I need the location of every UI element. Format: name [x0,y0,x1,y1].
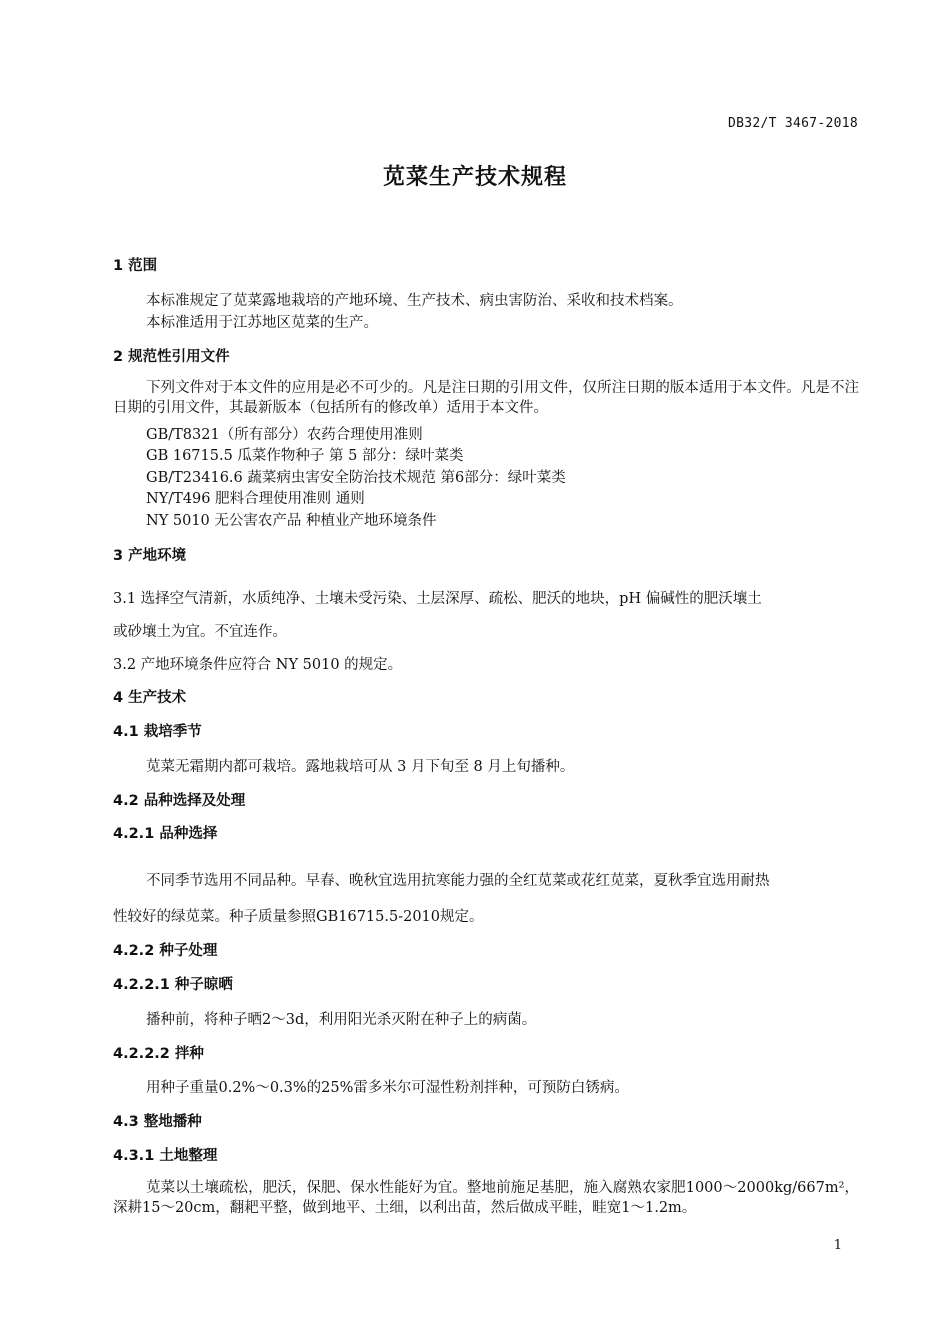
subsection-4-1-text: 苋菜无霜期内都可栽培。露地栽培可从 3 月下旬至 8 月上旬播种。 [146,759,575,775]
subsection-4-3-1-text: 苋菜以土壤疏松，肥沃，保肥、保水性能好为宜。整地前施足基肥，施入腐熟农家肥1000～2000kg/667m²，深耕15～20cm，翻耙平整，做到地平、土细，以利出苗，然后做成平畦，畦宽1～1.2m。 [113,1180,859,1216]
page-number: 1 [833,1238,842,1253]
clause-3-1-line-2: 或砂壤土为宜。不宜连作。 [113,624,287,640]
reference-item: GB 16715.5 瓜菜作物种子 第 5 部分：绿叶菜类 [146,448,464,464]
reference-item: GB/T23416.6 蔬菜病虫害安全防治技术规范 第6部分：绿叶菜类 [146,470,566,486]
section-4-heading: 4 生产技术 [113,690,187,706]
subsection-4-2-2-2-text: 用种子重量0.2%～0.3%的25%雷多米尔可湿性粉剂拌种，可预防白锈病。 [146,1080,629,1096]
subsection-4-2-1-line-2: 性较好的绿苋菜。种子质量参照GB16715.5-2010规定。 [113,909,484,925]
subsection-4-1-heading: 4.1 栽培季节 [113,724,202,740]
section-1-paragraph-1: 本标准规定了苋菜露地栽培的产地环境、生产技术、病虫害防治、采收和技术档案。 [146,293,683,309]
subsection-4-2-1-line-1: 不同季节选用不同品种。早春、晚秋宜选用抗寒能力强的全红苋菜或花红苋菜，夏秋季宜选用耐热 [146,873,770,889]
subsection-4-2-heading: 4.2 品种选择及处理 [113,793,246,809]
clause-3-2: 3.2 产地环境条件应符合 NY 5010 的规定。 [113,657,403,673]
subsection-4-3-1-heading: 4.3.1 土地整理 [113,1148,218,1164]
subsection-4-2-1-heading: 4.2.1 品种选择 [113,826,218,842]
reference-item: GB/T8321（所有部分）农药合理使用准则 [146,427,423,443]
subsection-4-2-2-heading: 4.2.2 种子处理 [113,943,218,959]
subsection-4-2-2-1-heading: 4.2.2.1 种子晾晒 [113,977,233,993]
section-3-heading: 3 产地环境 [113,548,187,564]
reference-item: NY/T496 肥料合理使用准则 通则 [146,491,365,507]
document-title: 苋菜生产技术规程 [382,165,567,190]
section-2-intro: 下列文件对于本文件的应用是必不可少的。凡是注日期的引用文件，仅所注日期的版本适用于本文件。凡是不注日期的引用文件，其最新版本（包括所有的修改单）适用于本文件。 [113,380,859,416]
section-1-paragraph-2: 本标准适用于江苏地区苋菜的生产。 [146,315,378,331]
reference-item: NY 5010 无公害农产品 种植业产地环境条件 [146,513,437,529]
standard-code: DB32/T 3467-2018 [727,116,858,131]
clause-3-1-line-1: 3.1 选择空气清新，水质纯净、土壤未受污染、土层深厚、疏松、肥沃的地块，pH 偏碱性的肥沃壤土 [113,591,762,607]
section-1-heading: 1 范围 [113,258,158,274]
subsection-4-2-2-2-heading: 4.2.2.2 拌种 [113,1046,204,1062]
subsection-4-2-2-1-text: 播种前，将种子晒2～3d，利用阳光杀灭附在种子上的病菌。 [146,1012,537,1028]
section-2-heading: 2 规范性引用文件 [113,349,230,365]
subsection-4-3-heading: 4.3 整地播种 [113,1114,202,1130]
